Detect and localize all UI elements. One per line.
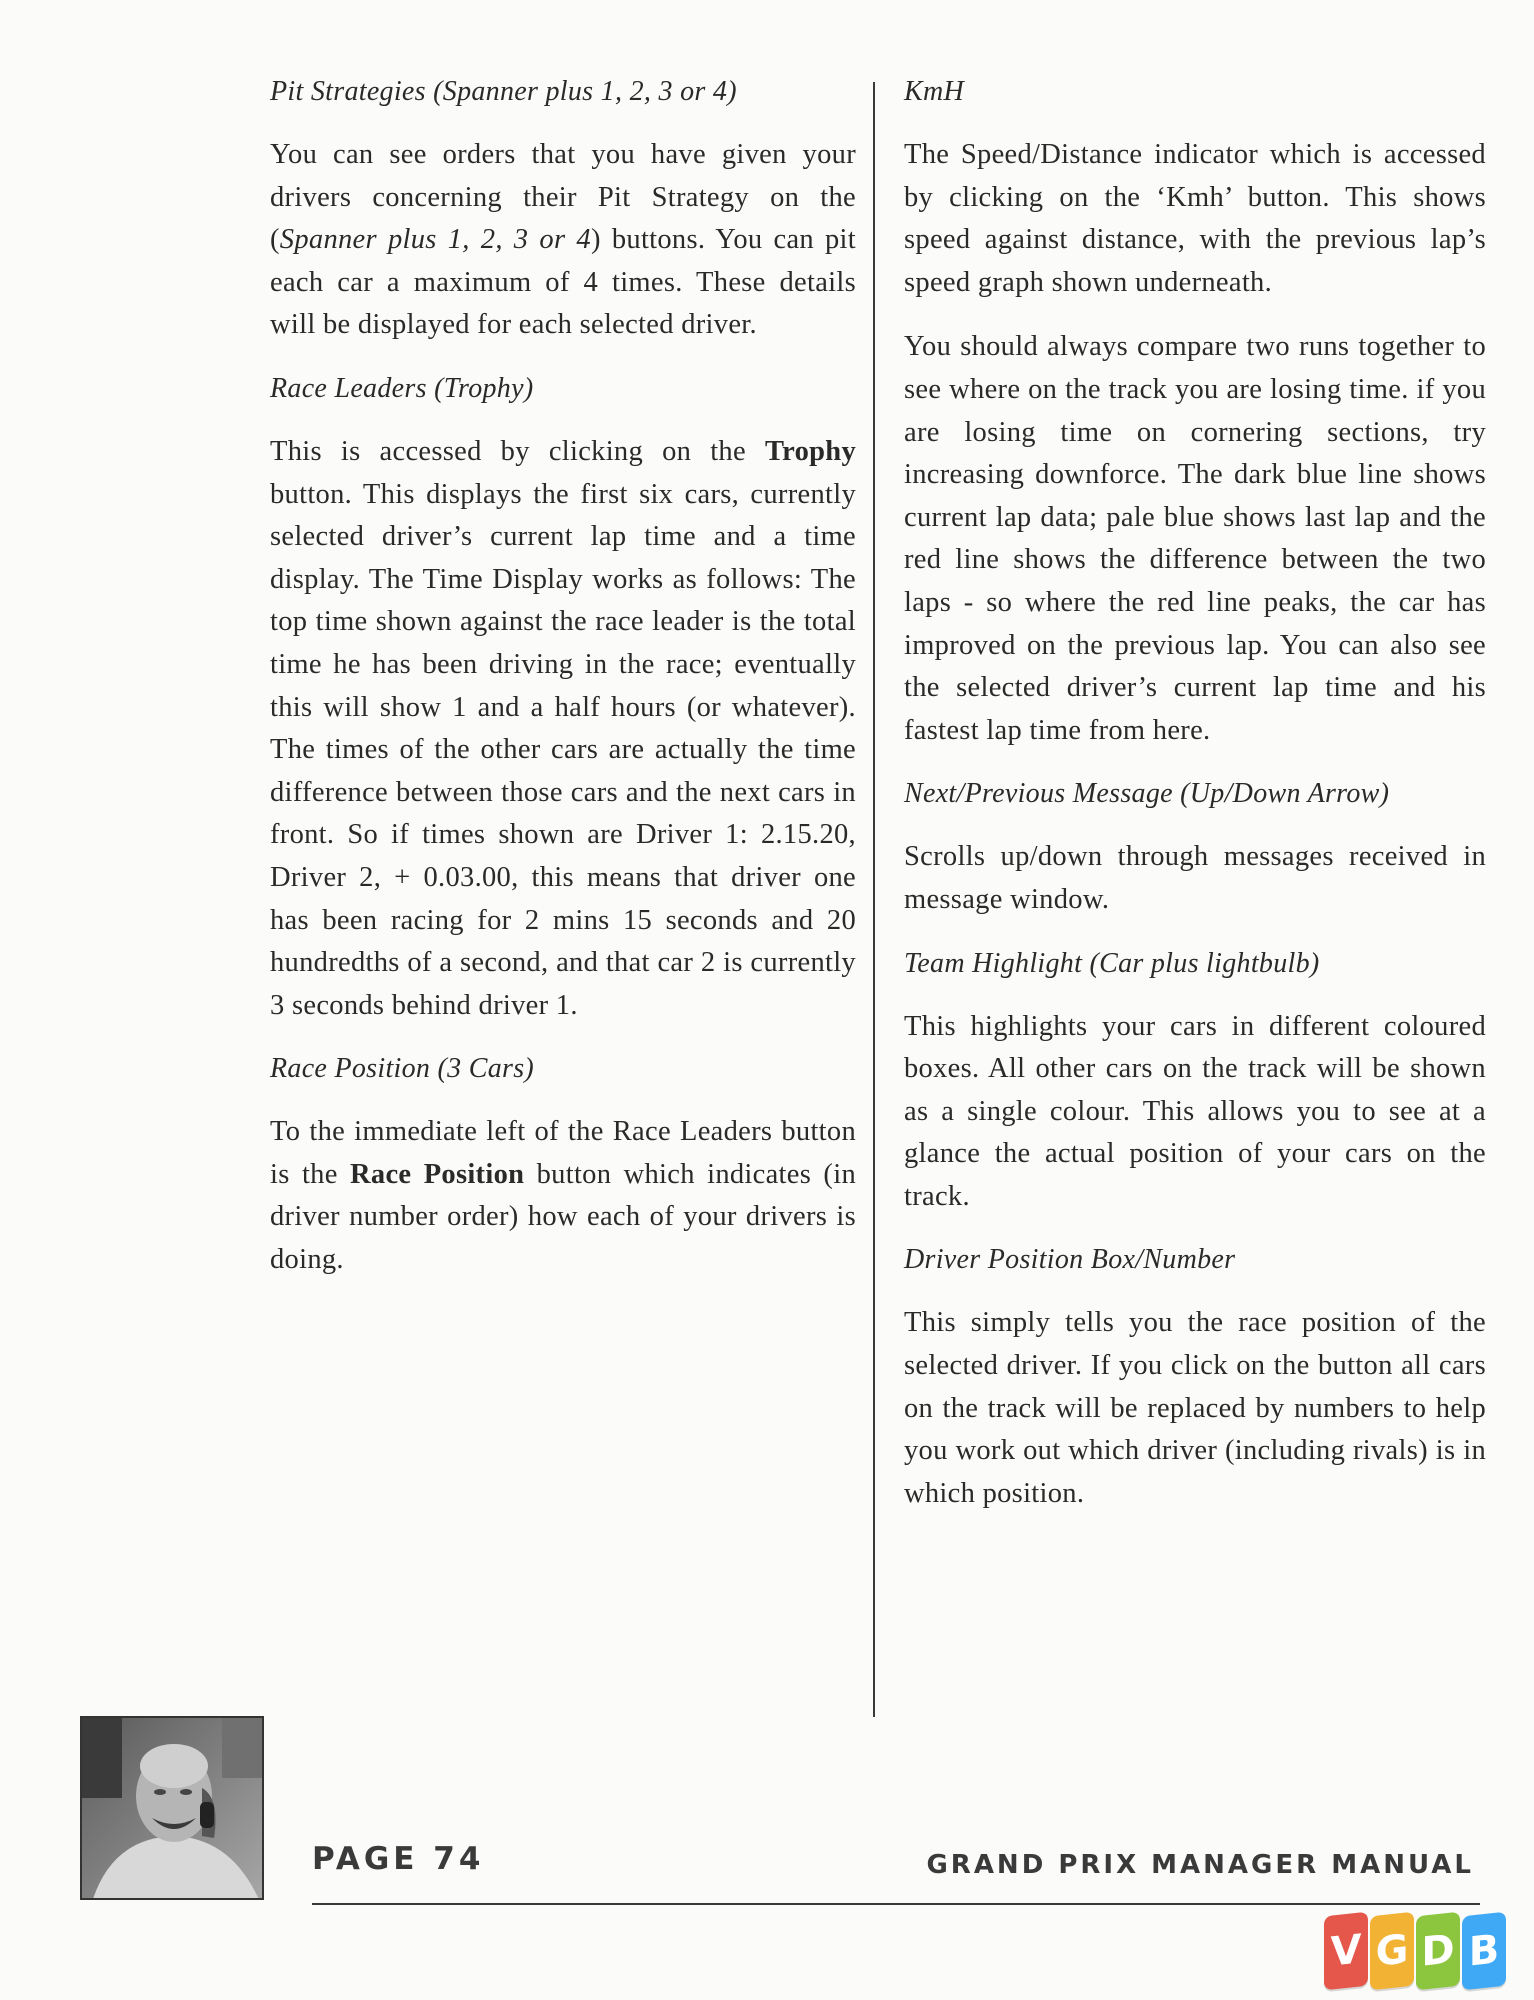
heading-kmh: KmH [904, 76, 965, 107]
heading-next-previous-message: Next/Previous Message (Up/Down Arrow) [904, 778, 1390, 810]
heading-race-position: Race Position (3 Cars) [270, 1053, 535, 1085]
vgdb-logo-letter: G [1370, 1912, 1414, 1991]
paragraph-race-position: To the immediate left of the Race Leaders button is the Race Position button which indicates (in driver number order) how each of your drivers is doing. [270, 1116, 856, 1276]
heading-race-leaders: Race Leaders (Trophy) [270, 372, 534, 404]
heading-team-highlight: Team Highlight (Car plus lightbulb) [904, 947, 1320, 979]
paragraph-kmh: The Speed/Distance indicator which is accessed by clicking on the ‘Kmh’ button. This shows speed against distance, with the previous lap’s speed graph shown underneath. [904, 139, 1486, 298]
paragraph-compare-runs: You should always compare two runs together to see where on the track you are losing time. if you are losing time on cornering sections, try increasing downforce. The dark blue line shows current lap data; pale blue shows last lap and the red line shows the difference between the two laps - so where the red line peaks, the car has improved on the previous lap. You can also see the selected driver’s current lap time and his fastest lap time from here. [904, 331, 1486, 746]
left-column [270, 72, 856, 1304]
driver-photo [80, 1716, 264, 1900]
footer-rule [312, 1903, 1480, 1905]
column-divider [873, 82, 875, 1717]
manual-title: GRAND PRIX MANAGER MANUAL [926, 1850, 1474, 1880]
paragraph-team-highlight: This highlights your cars in different coloured boxes. All other cars on the track will be shown as a single colour. This allows you to see at a glance the actual position of your cars on the track. [904, 1010, 1486, 1212]
vgdb-logo-letter: B [1462, 1912, 1506, 1991]
paragraph-race-leaders: This is accessed by clicking on the Trophy button. This displays the first six cars, currently selected driver’s current lap time and a time display. The Time Display works as follows: The top time shown against the race leader is the total time he has been driving in the race; eventually this will show 1 and a half hours (or whatever). The times of the other cars are actually the time difference between those cars and the next cars in front. So if times shown are Driver 1: 2.15.20, Driver 2, + 0.03.00, this means that driver one has been racing for 2 mins 15 seconds and 20 hundredths of a second, and that car 2 is currently 3 seconds behind driver 1. [270, 435, 856, 1021]
right-column [904, 72, 1486, 1537]
paragraph-next-previous-message: Scrolls up/down through messages received in message window. [904, 841, 1486, 915]
heading-pit-strategies: Pit Strategies (Spanner plus 1, 2, 3 or 4) [270, 76, 737, 107]
vgdb-logo [1324, 1914, 1506, 1988]
paragraph-driver-position: This simply tells you the race position of the selected driver. If you click on the button all cars on the track will be replaced by numbers to help you work out which driver (including rivals) is in which position. [904, 1307, 1486, 1509]
heading-driver-position: Driver Position Box/Number [904, 1244, 1236, 1276]
page-number: PAGE 74 [312, 1841, 485, 1877]
vgdb-logo-letter: V [1324, 1912, 1368, 1991]
vgdb-logo-letter: D [1416, 1912, 1460, 1991]
paragraph-pit-strategies: You can see orders that you have given your drivers concerning their Pit Strategy on the (Spanner plus 1, 2, 3 or 4) buttons. You can pit each car a maximum of 4 times. These details will be displayed for each selected driver. [270, 139, 856, 341]
